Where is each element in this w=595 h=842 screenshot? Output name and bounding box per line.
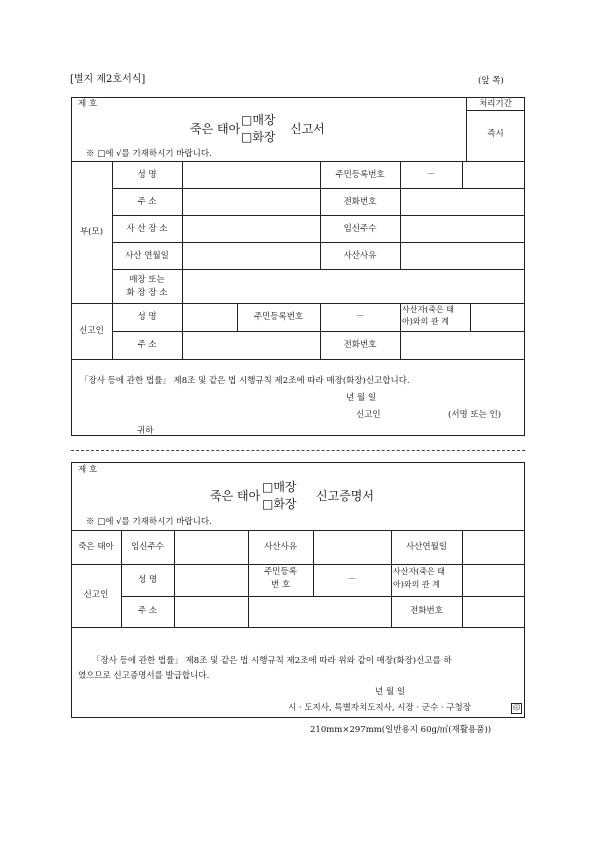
parent-rrn-label: 주민등록번호 [335, 170, 385, 180]
reporter-phone-field[interactable] [401, 332, 524, 358]
parent-name-label: 성 명 [137, 170, 157, 180]
reporter-name-label: 성 명 [137, 312, 157, 322]
death-place-label: 사 산 장 소 [126, 224, 168, 234]
report-addressee: 귀하 [137, 426, 154, 436]
reporter-phone-label: 전화번호 [343, 340, 377, 350]
cert-reporter-name-label: 성 명 [137, 575, 158, 585]
death-date-field[interactable] [183, 243, 319, 268]
agency-value: 즉시 [487, 129, 504, 139]
burial-place-field[interactable] [183, 270, 524, 302]
relation-label-1: 사산자(죽은 태 [402, 305, 455, 314]
cert-reason-label: 사산사유 [264, 542, 297, 552]
parent-address-field[interactable] [183, 189, 319, 214]
burial-place-label-1: 매장 또는 [129, 275, 165, 285]
parent-rrn-dash[interactable]: － [426, 170, 436, 180]
parent-phone-label: 전화번호 [343, 197, 377, 207]
burial-place-label-2: 화 장 장 소 [126, 288, 168, 298]
relation-field[interactable] [471, 304, 524, 330]
cert-title-prefix: 죽은 태아 [210, 489, 261, 503]
weeks-label: 임신주수 [343, 224, 377, 234]
report-number: 제 호 [78, 99, 98, 109]
reason-label: 사산사유 [343, 251, 377, 261]
cert-statement-1: 「장사 등에 관한 법률」 제8조 및 같은 법 시행규칙 제2조에 따라 위와 같이 매장(화장)신고를 하 [92, 656, 452, 666]
reporter-name-field[interactable] [183, 304, 236, 330]
cert-title-suffix: 신고증명서 [316, 489, 374, 503]
cert-relation-field[interactable] [463, 565, 524, 595]
reporter-label: 신고인 [79, 326, 104, 336]
cert-note: ※ □에 √를 기재하시기 바랍니다. [86, 517, 212, 527]
reporter-rrn-dash[interactable]: － [355, 312, 365, 322]
paper-spec: 210mm×297mm(일반용지 60g/㎡(재활용품)) [310, 725, 492, 735]
cert-reporter-address-label: 주 소 [137, 606, 158, 616]
parent-address-label: 주 소 [137, 197, 157, 207]
reporter-address-label: 주 소 [137, 340, 157, 350]
agency-header: 처리기간 [479, 99, 512, 109]
parent-name-field[interactable] [183, 162, 319, 187]
relation-label-2: 아)와의 관 계 [402, 317, 449, 326]
report-title-suffix: 신고서 [290, 122, 325, 136]
report-signer-note[interactable]: (서명 또는 인) [448, 410, 502, 420]
report-statement: 「장사 등에 관한 법률」 제8조 및 같은 법 시행규칙 제2조에 따라 매장(화장)신고합니다. [80, 376, 410, 386]
cert-reporter-phone-label: 전화번호 [410, 606, 443, 616]
death-date-label: 사산 연월일 [125, 251, 169, 261]
cert-weeks-field[interactable] [175, 531, 247, 563]
report-date[interactable]: 년 월 일 [346, 393, 377, 403]
burial-option[interactable]: □매장 [241, 113, 276, 127]
cert-relation-label-1: 사산자(죽은 태 [393, 567, 446, 576]
reporter-rrn-label: 주민등록번호 [253, 312, 304, 322]
parent-phone-field[interactable] [401, 189, 524, 214]
cert-issuer: 시 · 도지사, 특별자치도지사, 시장 · 군수 · 구청장 [288, 703, 471, 713]
report-signer: 신고인 [356, 410, 381, 420]
death-place-field[interactable] [183, 216, 319, 241]
cert-reason-field[interactable] [314, 531, 390, 563]
cert-fetus-label: 죽은 태아 [78, 542, 114, 552]
parent-label: 부(모) [79, 227, 104, 237]
cert-reporter-phone-field[interactable] [463, 597, 524, 626]
cut-line [71, 450, 525, 451]
cert-rrn-label-1: 주민등록 [264, 567, 297, 577]
cert-rrn-dash[interactable]: － [347, 575, 357, 585]
form-label: [별지 제2호서식] [70, 74, 146, 85]
cert-reporter-address-field[interactable] [175, 597, 390, 626]
cert-relation-label-2: 아)와의 관 계 [393, 580, 440, 589]
weeks-field[interactable] [401, 216, 524, 241]
cert-reporter-label: 신고인 [83, 590, 109, 600]
report-title-prefix: 죽은 태아 [190, 122, 241, 136]
cremation-option[interactable]: □화장 [241, 130, 276, 144]
cert-date[interactable]: 년 월 일 [375, 687, 406, 697]
cert-reporter-name-field[interactable] [175, 565, 247, 595]
cert-death-date-label: 사산연월일 [405, 542, 448, 552]
reason-field[interactable] [401, 243, 524, 268]
cert-statement-2: 였으므로 신고증명서를 발급합니다. [78, 671, 210, 681]
cert-number: 제 호 [78, 465, 98, 475]
report-note: ※ □에 √를 기재하시기 바랍니다. [86, 149, 212, 159]
cert-rrn-label-2: 번 호 [270, 580, 291, 590]
seal-icon: 印 [513, 704, 520, 712]
page-side: (앞 쪽) [478, 76, 504, 86]
cert-burial-option[interactable]: □매장 [262, 480, 297, 494]
cert-death-date-field[interactable] [463, 531, 524, 563]
reporter-address-field[interactable] [183, 332, 319, 358]
cert-weeks-label: 임신주수 [131, 542, 164, 552]
cert-cremation-option[interactable]: □화장 [262, 497, 297, 511]
